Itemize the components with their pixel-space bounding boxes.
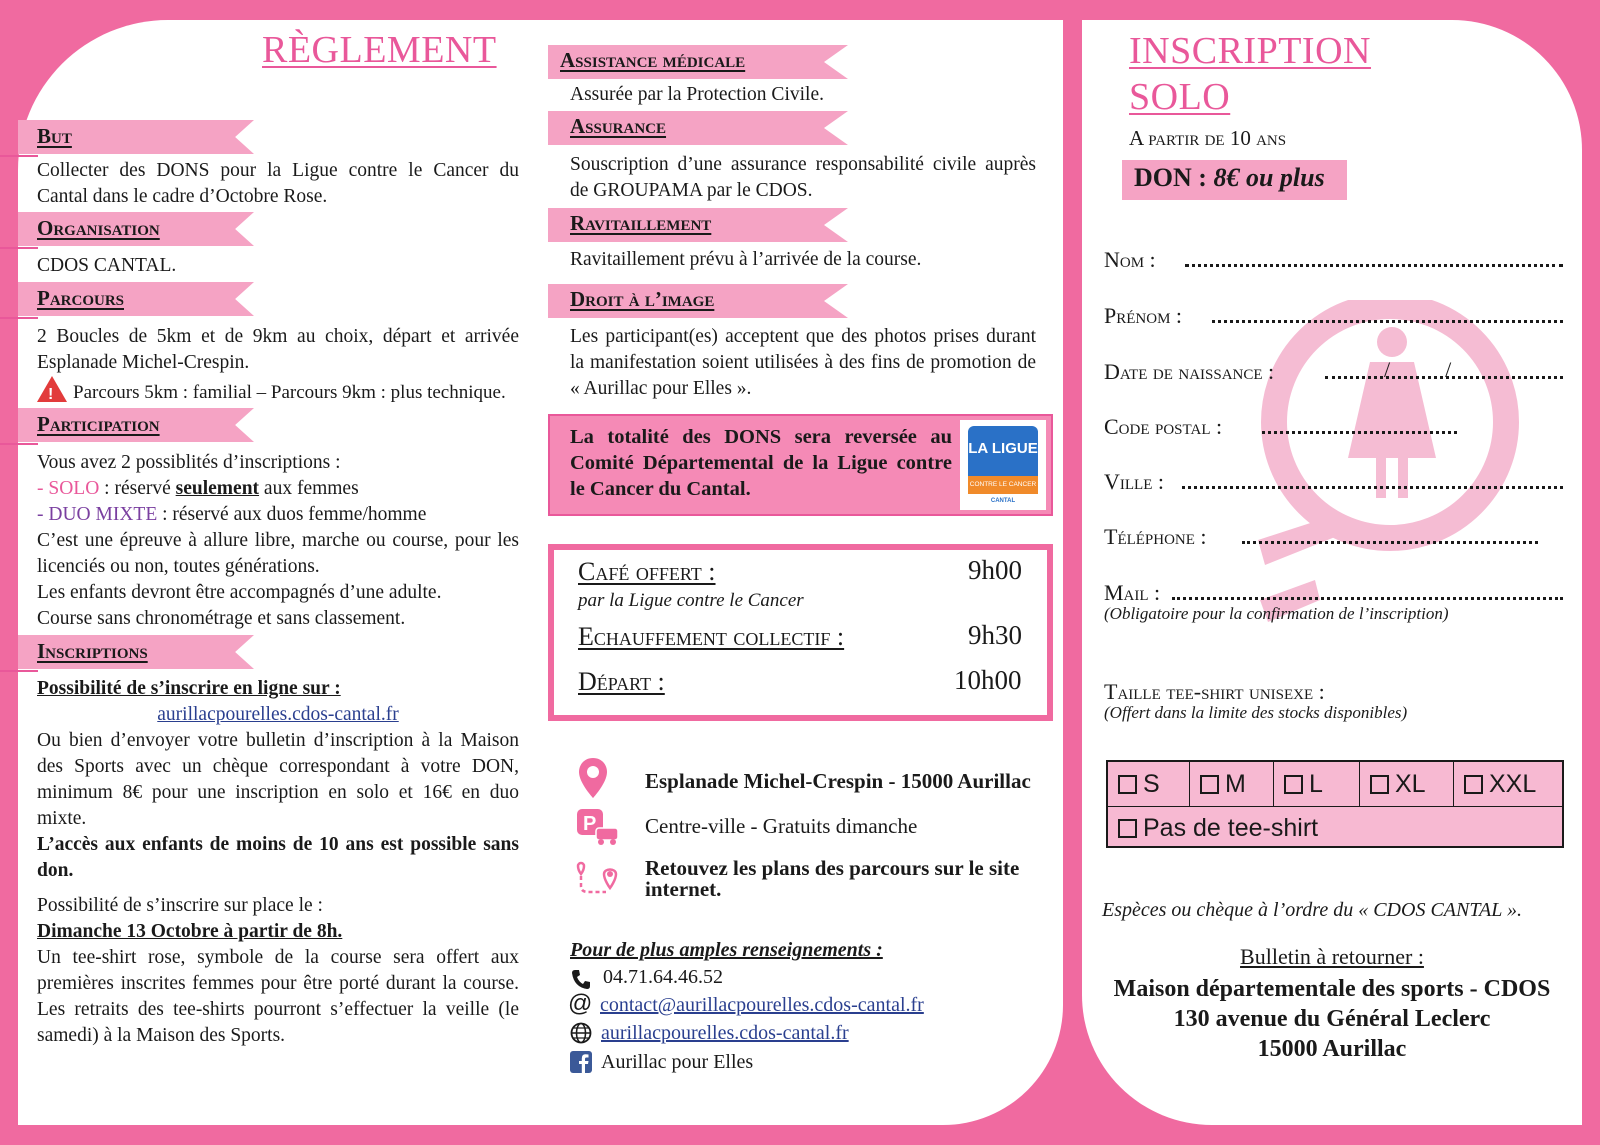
field-code-postal-label: Code postal :	[1104, 414, 1223, 439]
checkbox[interactable]	[1464, 775, 1483, 794]
field-mail-label: Mail :	[1104, 580, 1161, 605]
schedule-cafe-time: 9h00	[968, 555, 1022, 585]
mail-text: Ou bien d’envoyer votre bulletin d’inscription à la Maison des Sports avec un chèque correspondant à votre DON, minimum 8€ pour une inscription en solo et 16€ en duo mixte.	[37, 730, 519, 829]
participation-text-3: Course sans chronométrage et sans classement.	[37, 608, 406, 629]
field-nom-label: Nom :	[1104, 247, 1156, 272]
parking-icon	[576, 808, 620, 846]
svg-text:P: P	[583, 813, 597, 835]
ligue-logo-orange: CONTRE LE CANCER	[968, 476, 1038, 494]
route-icon	[570, 858, 622, 898]
onsite-label: Possibilité de s’inscrire sur place le :	[37, 895, 323, 916]
field-prenom-label: Prénom :	[1104, 303, 1183, 328]
tshirt-note: (Offert dans la limite des stocks disponibles)	[1104, 703, 1408, 722]
online-url-link[interactable]: aurillacpourelles.cdos-cantal.fr	[157, 704, 399, 725]
text-droit-image: Les participant(es) acceptent que des photos prises durant la manifestation soient utilisées à des fins de promotion de « Aurillac pour Elles ».	[570, 326, 1036, 399]
field-ville-line[interactable]	[1182, 486, 1563, 489]
participation-text-2: Les enfants devront être accompagnés d’une adulte.	[37, 582, 442, 603]
heading-rule	[0, 155, 38, 157]
warning-icon	[37, 376, 67, 402]
don-label: DON :	[1134, 163, 1214, 192]
parcours-warning-text: Parcours 5km : familial – Parcours 9km : plus technique.	[73, 382, 506, 403]
tshirt-label: Taille tee-shirt unisexe :	[1104, 679, 1325, 704]
plans-text: Retouvez les plans des parcours sur le site internet.	[645, 856, 1020, 901]
parking-text: Centre-ville - Gratuits dimanche	[645, 814, 918, 838]
inscription-title-2: SOLO	[1129, 76, 1231, 118]
schedule-cafe-label: Café offert :	[578, 557, 716, 586]
heading-parcours: Parcours	[37, 286, 124, 310]
heading-rule	[0, 247, 38, 249]
heading-but: But	[37, 124, 72, 148]
field-nom-line[interactable]	[1185, 264, 1563, 267]
solo-only: seulement	[175, 478, 260, 499]
onsite-date: Dimanche 13 Octobre à partir de 8h.	[37, 921, 343, 942]
solo-word: SOLO	[48, 478, 100, 499]
heading-rule	[0, 670, 38, 672]
solo-mid: : réservé	[99, 478, 176, 499]
heading-rule	[0, 443, 38, 445]
tshirt-text: Un tee-shirt rose, symbole de la course sera offert aux premières inscrites femmes pour être porté durant la course. Les retraits des tee-shirts pourront s’effectuer la veille (le samedi) à la Maison des Sports.	[37, 947, 519, 1046]
duo-dash: -	[37, 504, 49, 525]
parcours-warning	[37, 376, 537, 406]
at-icon: @	[568, 990, 593, 1017]
heading-assistance: Assistance médicale	[560, 48, 746, 72]
ligue-logo-sub: CANTAL	[990, 498, 1016, 504]
size-option-xl[interactable]	[1360, 762, 1454, 806]
don-amount: 8€ ou plus	[1213, 163, 1325, 192]
heading-participation: Participation	[37, 412, 160, 436]
reglement-title: RÈGLEMENT	[262, 29, 497, 71]
participation-text-1: C’est une épreuve à allure libre, marche ou course, pour les licenciés ou non, toutes générations.	[37, 530, 519, 577]
checkbox[interactable]	[1284, 775, 1303, 794]
size-label: S	[1143, 770, 1160, 798]
contact-website-link[interactable]: aurillacpourelles.cdos-cantal.fr	[601, 1022, 849, 1044]
schedule-echauffement-label: Echauffement collectif :	[578, 622, 845, 651]
don-box-text: La totalité des DONS sera reversée au Comité Départemental de la Ligue contre le Cancer du Cantal.	[570, 426, 952, 500]
checkbox[interactable]	[1118, 819, 1137, 838]
duo-end: : réservé aux duos femme/homme	[157, 504, 427, 525]
contact-phone: 04.71.64.46.52	[603, 966, 723, 988]
heading-organisation: Organisation	[37, 216, 160, 240]
text-assurance: Souscription d’une assurance responsabilité civile auprès de GROUPAMA par le CDOS.	[570, 154, 1036, 201]
return-line-1: Maison départementale des sports - CDOS	[1113, 976, 1551, 1002]
field-ville-label: Ville :	[1104, 469, 1164, 494]
size-label: M	[1225, 770, 1246, 798]
field-mail-line[interactable]	[1172, 597, 1563, 600]
schedule-cafe-sub: par la Ligue contre le Cancer	[578, 590, 804, 611]
heading-rule	[0, 317, 38, 319]
size-label: XL	[1395, 770, 1426, 798]
solo-end: aux femmes	[259, 478, 359, 499]
field-telephone-line[interactable]	[1242, 541, 1538, 544]
location-pin-icon	[577, 757, 609, 799]
field-naissance-label: Date de naissance :	[1104, 359, 1275, 384]
text-ravitaillement: Ravitaillement prévu à l’arrivée de la course.	[570, 249, 922, 270]
participation-intro: Vous avez 2 possiblités d’inscriptions :	[37, 452, 341, 473]
don-badge-text	[1134, 163, 1325, 193]
field-naissance-slashes: / /	[1384, 357, 1452, 382]
facebook-icon	[570, 1051, 592, 1073]
heading-droit-image: Droit à l’image	[570, 287, 715, 311]
schedule-echauffement-time: 9h30	[968, 620, 1022, 650]
size-label: L	[1309, 770, 1323, 798]
age-label: A partir de 10 ans	[1129, 126, 1287, 150]
contact-heading: Pour de plus amples renseignements :	[570, 939, 883, 961]
heading-assurance: Assurance	[570, 114, 667, 138]
children-text: L’accès aux enfants de moins de 10 ans est possible sans don.	[37, 834, 519, 881]
tshirt-size-table	[1106, 760, 1564, 848]
field-telephone-label: Téléphone :	[1104, 524, 1207, 549]
payment-text: Espèces ou chèque à l’ordre du « CDOS CANTAL ».	[1102, 899, 1522, 921]
no-tshirt-option[interactable]	[1108, 806, 1562, 850]
checkbox[interactable]	[1370, 775, 1389, 794]
contact-email-link[interactable]: contact@aurillacpourelles.cdos-cantal.fr	[600, 994, 924, 1016]
size-option-xxl[interactable]	[1454, 762, 1562, 806]
return-line-3: 15000 Aurillac	[1257, 1036, 1407, 1062]
schedule-depart-label: Départ :	[578, 667, 665, 696]
location-text: Esplanade Michel-Crespin - 15000 Aurillac	[645, 769, 1031, 793]
size-option-s[interactable]	[1108, 762, 1190, 806]
inscription-title-1: INSCRIPTION	[1129, 30, 1371, 72]
schedule-depart-time: 10h00	[954, 665, 1022, 695]
text-but: Collecter des DONS pour la Ligue contre le Cancer du Cantal dans le cadre d’Octobre Rose.	[37, 160, 519, 207]
globe-icon	[570, 1022, 592, 1044]
participation-duo	[37, 502, 519, 528]
text-assistance: Assurée par la Protection Civile.	[570, 84, 824, 105]
heading-ravitaillement: Ravitaillement	[570, 211, 712, 235]
return-line-2: 130 avenue du Général Leclerc	[1173, 1006, 1491, 1032]
no-tshirt-label: Pas de tee-shirt	[1143, 814, 1319, 842]
heading-inscriptions: Inscriptions	[37, 639, 148, 663]
phone-icon	[571, 968, 591, 990]
duo-word: DUO MIXTE	[48, 504, 158, 525]
checkbox[interactable]	[1118, 775, 1137, 794]
online-label: Possibilité de s’inscrire en ligne sur :	[37, 678, 341, 699]
size-option-l[interactable]	[1274, 762, 1360, 806]
return-label: Bulletin à retourner :	[1240, 944, 1424, 969]
ligue-logo	[960, 420, 1046, 510]
field-code-postal-line[interactable]	[1262, 431, 1457, 434]
solo-dash: -	[37, 478, 49, 499]
text-parcours: 2 Boucles de 5km et de 9km au choix, départ et arrivée Esplanade Michel-Crespin.	[37, 326, 519, 373]
field-prenom-line[interactable]	[1212, 320, 1563, 323]
text-organisation: CDOS CANTAL.	[37, 255, 177, 276]
participation-solo	[37, 476, 519, 502]
female-symbol-icon	[1240, 300, 1545, 645]
ligue-logo-blue: LA LIGUE	[968, 426, 1038, 476]
checkbox[interactable]	[1200, 775, 1219, 794]
field-mail-note: (Obligatoire pour la confirmation de l’inscription)	[1104, 604, 1449, 623]
size-option-m[interactable]	[1190, 762, 1274, 806]
contact-facebook[interactable]: Aurillac pour Elles	[601, 1051, 754, 1073]
size-label: XXL	[1489, 770, 1537, 798]
